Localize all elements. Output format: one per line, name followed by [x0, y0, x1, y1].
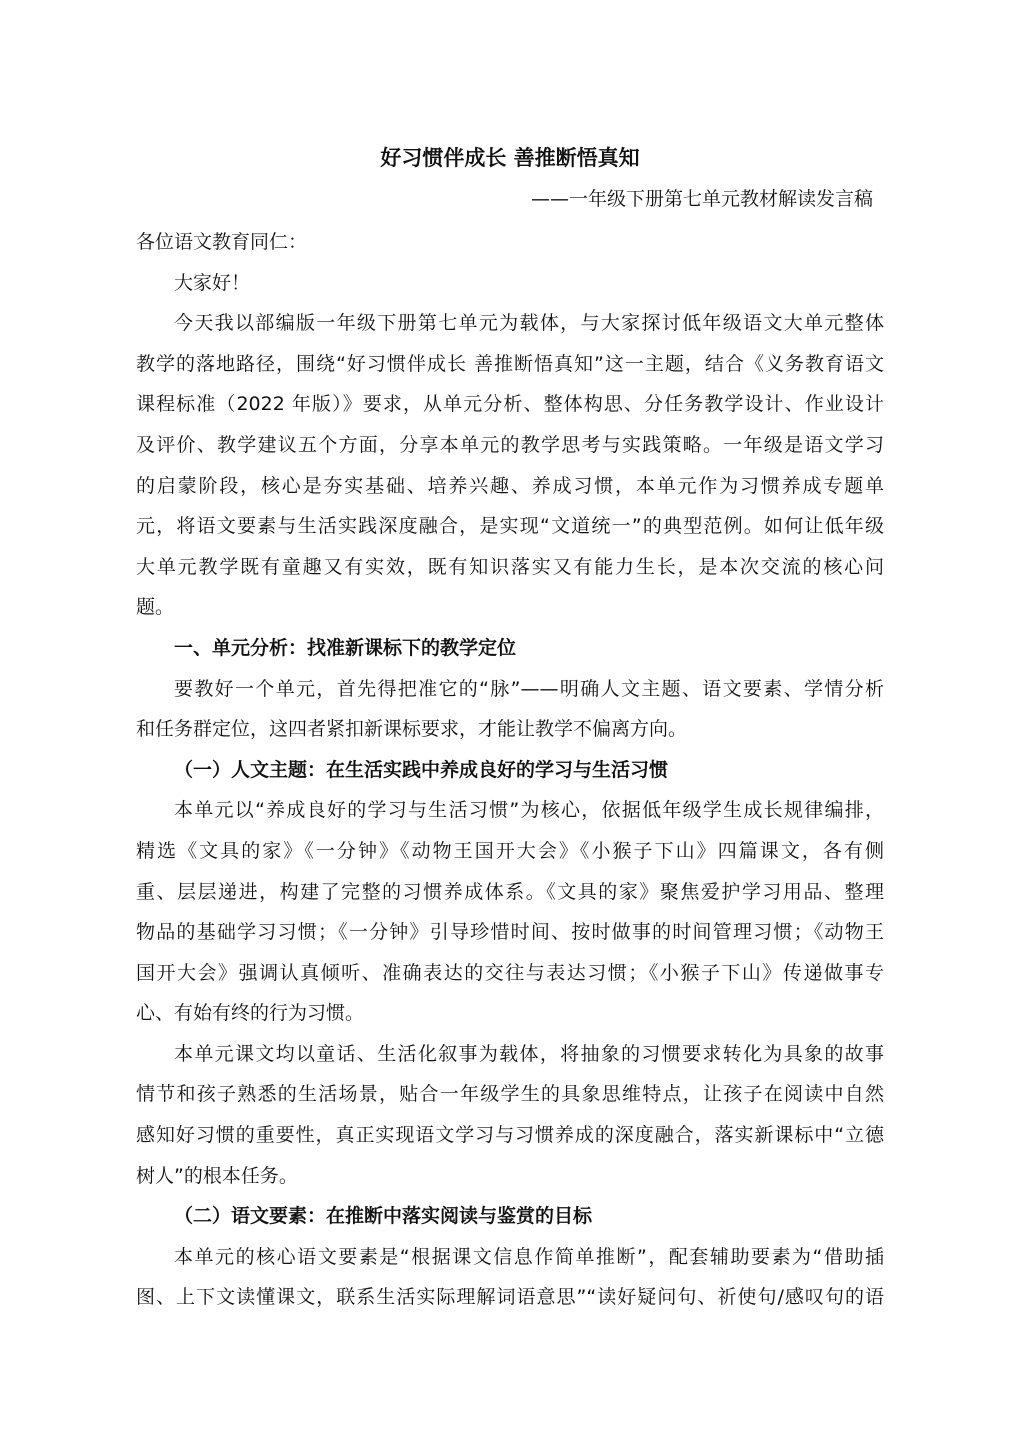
- text-line: 国开大会》强调认真倾听、准确表达的交往与表达习惯；《小猴子下山》传递做事专: [136, 961, 884, 984]
- text-line: 本单元的核心语文要素是“根据课文信息作简单推断”，配套辅助要素为“借助插: [174, 1245, 884, 1268]
- document-subtitle: ——一年级下册第七单元教材解读发言稿: [530, 188, 873, 210]
- text-line: 重、层层递进，构建了完整的习惯养成体系。《文具的家》聚焦爱护学习用品、整理: [136, 880, 884, 903]
- text-line: 心、有始有终的行为习惯。: [136, 1002, 365, 1025]
- text-line: 大家好！: [174, 271, 251, 294]
- text-line: 元，将语文要素与生活实践深度融合，是实现“文道统一”的典型范例。如何让低年级: [136, 515, 884, 538]
- text-line: 树人”的根本任务。: [136, 1164, 298, 1187]
- text-line: 和任务群定位，这四者紧扣新课标要求，才能让教学不偏离方向。: [136, 718, 688, 741]
- text-line: 课程标准（2022 年版）》要求，从单元分析、整体构思、分任务教学设计、作业设计: [136, 393, 884, 416]
- text-line: 精选《文具的家》《一分钟》《动物王国开大会》《小猴子下山》四篇课文，各有侧: [136, 839, 884, 862]
- text-line: 及评价、教学建议五个方面，分享本单元的教学思考与实践策略。一年级是语文学习: [136, 433, 884, 456]
- document-title: 好习惯伴成长 善推断悟真知: [380, 146, 640, 170]
- document-body: [136, 222, 884, 1318]
- text-line: 情节和孩子熟悉的生活场景，贴合一年级学生的具象思维特点，让孩子在阅读中自然: [136, 1083, 884, 1106]
- text-line: 图、上下文读懂课文，联系生活实际理解词语意思”“读好疑问句、祈使句/感叹句的语: [136, 1286, 884, 1309]
- text-line: 今天我以部编版一年级下册第七单元为载体，与大家探讨低年级语文大单元整体: [174, 312, 884, 335]
- text-line: 物品的基础学习习惯；《一分钟》引导珍惜时间、按时做事的时间管理习惯；《动物王: [136, 921, 884, 944]
- text-line: 题。: [136, 596, 175, 619]
- text-line: 本单元课文均以童话、生活化叙事为载体，将抽象的习惯要求转化为具象的故事: [174, 1042, 884, 1065]
- section-heading: （二）语文要素：在推断中落实阅读与鉴赏的目标: [174, 1205, 593, 1228]
- text-line: 大单元教学既有童趣又有实效，既有知识落实又有能力生长，是本次交流的核心问: [136, 555, 884, 578]
- text-line: 的启蒙阶段，核心是夯实基础、培养兴趣、养成习惯，本单元作为习惯养成专题单: [136, 474, 884, 497]
- text-line: 感知好习惯的重要性，真正实现语文学习与习惯养成的深度融合，落实新课标中“立德: [136, 1124, 884, 1147]
- text-line: 要教好一个单元，首先得把准它的“脉”——明确人文主题、语文要素、学情分析: [174, 677, 884, 700]
- section-heading: 一、单元分析：找准新课标下的教学定位: [174, 636, 517, 659]
- section-heading: （一）人文主题：在生活实践中养成良好的学习与生活习惯: [174, 758, 669, 781]
- text-line: 本单元以“养成良好的学习与生活习惯”为核心，依据低年级学生成长规律编排，: [174, 799, 884, 822]
- text-line: 教学的落地路径，围绕“好习惯伴成长 善推断悟真知”这一主题，结合《义务教育语文: [136, 352, 884, 375]
- text-line: 各位语文教育同仁：: [136, 231, 308, 253]
